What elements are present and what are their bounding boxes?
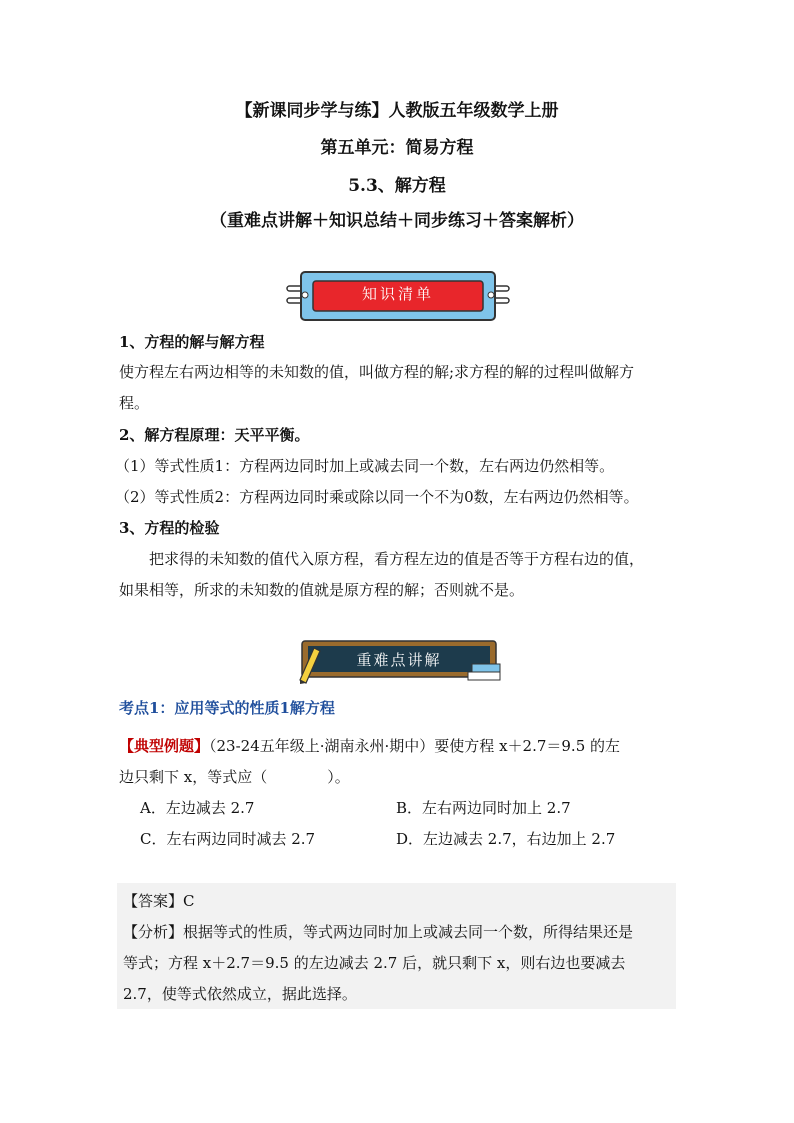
question-line2: 边只剩下 x，等式应（ ）。 [119,768,350,786]
lesson-title: 5.3、解方程 [348,176,446,196]
section2-item2: （2）等式性质2：方程两边同时乘或除以同一个不为0数，左右两边仍然相等。 [115,488,639,506]
unit-title: 第五单元：简易方程 [320,138,474,158]
option-a: A．左边减去 2.7 [140,799,255,817]
option-c: C．左右两边同时减去 2.7 [140,830,316,848]
key-points-banner-label: 重难点讲解 [356,651,442,669]
section2-title: 2、解方程原理：天平平衡。 [119,426,310,444]
section3-text-line1: 把求得的未知数的值代入原方程，看方程左边的值是否等于方程右边的值， [149,550,645,568]
exam-point-title: 考点1：应用等式的性质1解方程 [119,699,335,717]
document-title: 【新课同步学与练】人教版五年级数学上册 [235,101,559,121]
answer-box [117,883,676,1009]
section1-title: 1、方程的解与解方程 [119,333,265,351]
analysis-line3: 2.7，使等式依然成立，据此选择。 [123,985,357,1003]
question-line1 [119,735,620,756]
section2-item1: （1）等式性质1：方程两边同时加上或减去同一个数，左右两边仍然相等。 [115,457,615,475]
knowledge-banner [285,268,511,324]
analysis-line1: 【分析】根据等式的性质，等式两边同时加上或减去同一个数，所得结果还是 [123,923,634,941]
option-d: D．左边减去 2.7，右边加上 2.7 [396,830,616,848]
key-points-banner [296,640,502,684]
section3-text-line2: 如果相等，所求的未知数的值就是原方程的解；否则就不是。 [119,581,525,599]
section1-text-line2: 程。 [119,394,150,412]
knowledge-banner-label: 知识清单 [361,285,434,303]
section3-title: 3、方程的检验 [119,519,220,537]
answer-line: 【答案】C [123,892,195,910]
question-text-a: （23-24五年级上·湖南永州·期中）要使方程 x＋2.7＝9.5 的左 [209,737,621,755]
option-b: B．左右两边同时加上 2.7 [396,799,571,817]
example-tag: 【典型例题】 [119,737,210,755]
section1-text-line1: 使方程左右两边相等的未知数的值，叫做方程的解;求方程的解的过程叫做解方 [119,363,635,381]
analysis-line2: 等式；方程 x＋2.7＝9.5 的左边减去 2.7 后，就只剩下 x，则右边也要减去 [123,954,626,972]
lesson-subtitle: （重难点讲解＋知识总结＋同步练习＋答案解析） [210,211,584,231]
